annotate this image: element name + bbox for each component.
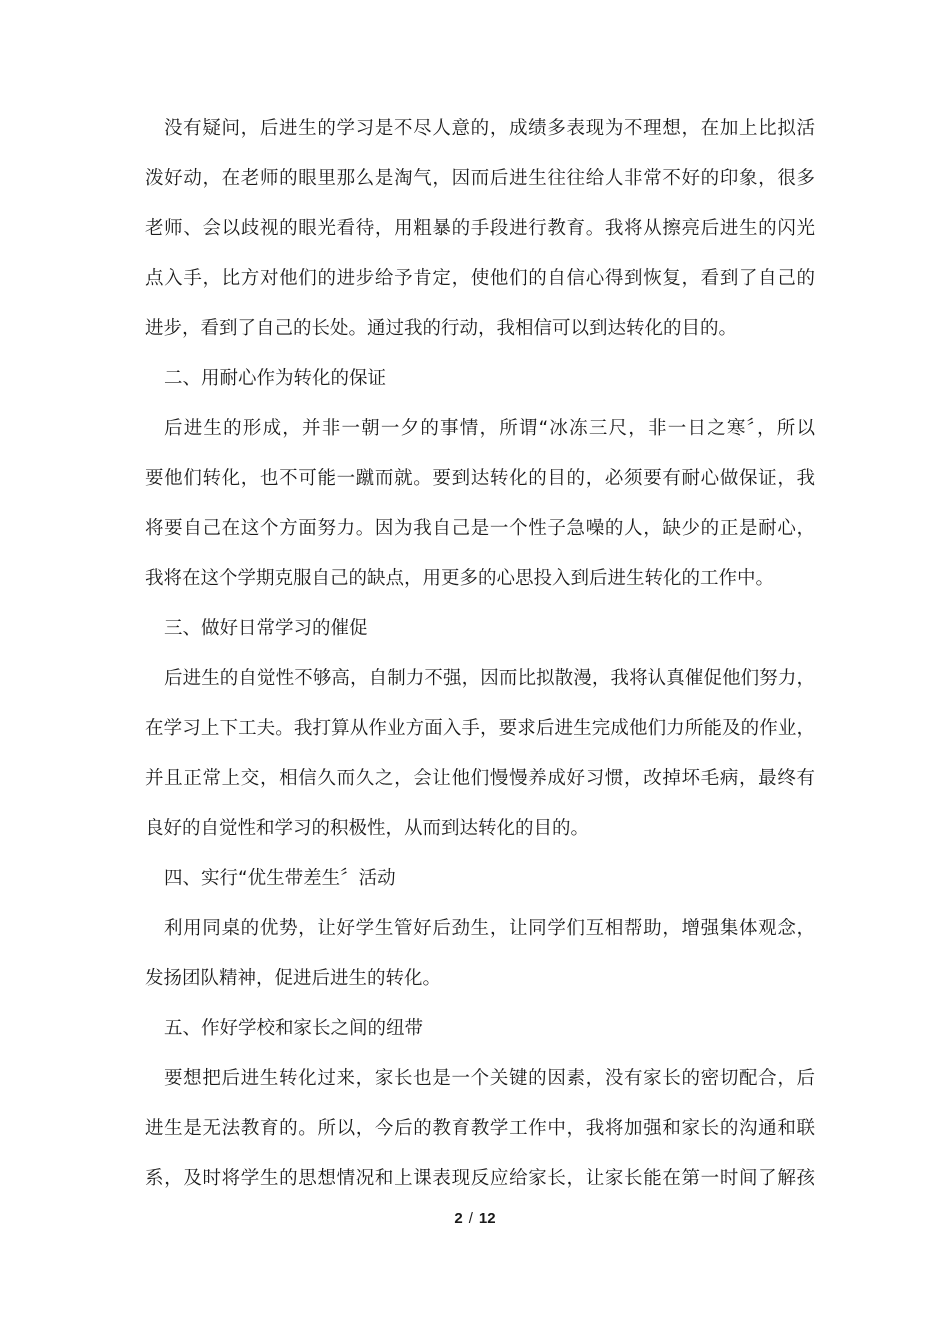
paragraph-line: 良好的自觉性和学习的积极性，从而到达转化的目的。 (145, 818, 590, 839)
total-page-count: 12 (478, 1210, 496, 1227)
page-number (0, 1210, 950, 1227)
paragraph-line: 后进生的自觉性不够高，自制力不强，因而比拟散漫，我将认真催促他们努力， (164, 668, 815, 689)
paragraph-line: 利用同桌的优势，让好学生管好后劲生，让同学们互相帮助，增强集体观念， (164, 918, 815, 939)
document-body (145, 104, 815, 1204)
paragraph-line: 将要自己在这个方面努力。因为我自己是一个性子急噪的人，缺少的正是耐心， (145, 518, 815, 539)
paragraph-line: 后进生的形成，并非一朝一夕的事情，所谓“冰冻三尺，非一日之寒〞，所以 (164, 418, 815, 439)
paragraph-line: 并且正常上交，相信久而久之，会让他们慢慢养成好习惯，改掉坏毛病，最终有 (145, 768, 815, 789)
paragraph-line: 老师、会以歧视的眼光看待，用粗暴的手段进行教育。我将从擦亮后进生的闪光 (145, 218, 815, 239)
section-heading: 五、作好学校和家长之间的纽带 (164, 1018, 424, 1039)
paragraph-line: 系，及时将学生的思想情况和上课表现反应给家长，让家长能在第一时间了解孩 (145, 1168, 815, 1189)
section-heading: 二、用耐心作为转化的保证 (164, 368, 387, 389)
paragraph-line: 我将在这个学期克服自己的缺点，用更多的心思投入到后进生转化的工作中。 (145, 568, 775, 589)
paragraph-line: 进生是无法教育的。所以，今后的教育教学工作中，我将加强和家长的沟通和联 (145, 1118, 815, 1139)
paragraph-line: 在学习上下工夫。我打算从作业方面入手，要求后进生完成他们力所能及的作业， (145, 718, 815, 739)
current-page-number: 2 (454, 1210, 463, 1227)
paragraph-line: 要想把后进生转化过来，家长也是一个关键的因素，没有家长的密切配合，后 (164, 1068, 815, 1089)
paragraph-line: 泼好动，在老师的眼里那么是淘气，因而后进生往往给人非常不好的印象，很多 (145, 168, 815, 189)
paragraph-line: 点入手，比方对他们的进步给予肯定，使他们的自信心得到恢复，看到了自己的 (145, 268, 815, 289)
paragraph-line: 要他们转化，也不可能一蹴而就。要到达转化的目的，必须要有耐心做保证，我 (145, 468, 815, 489)
paragraph-line: 进步，看到了自己的长处。通过我的行动，我相信可以到达转化的目的。 (145, 318, 738, 339)
paragraph-line: 没有疑问，后进生的学习是不尽人意的，成绩多表现为不理想，在加上比拟活 (164, 118, 815, 139)
paragraph-line: 发扬团队精神，促进后进生的转化。 (145, 968, 442, 989)
page-number-separator: / (468, 1210, 473, 1227)
section-heading: 三、做好日常学习的催促 (164, 618, 368, 639)
section-heading: 四、实行“优生带差生〞活动 (164, 868, 396, 889)
